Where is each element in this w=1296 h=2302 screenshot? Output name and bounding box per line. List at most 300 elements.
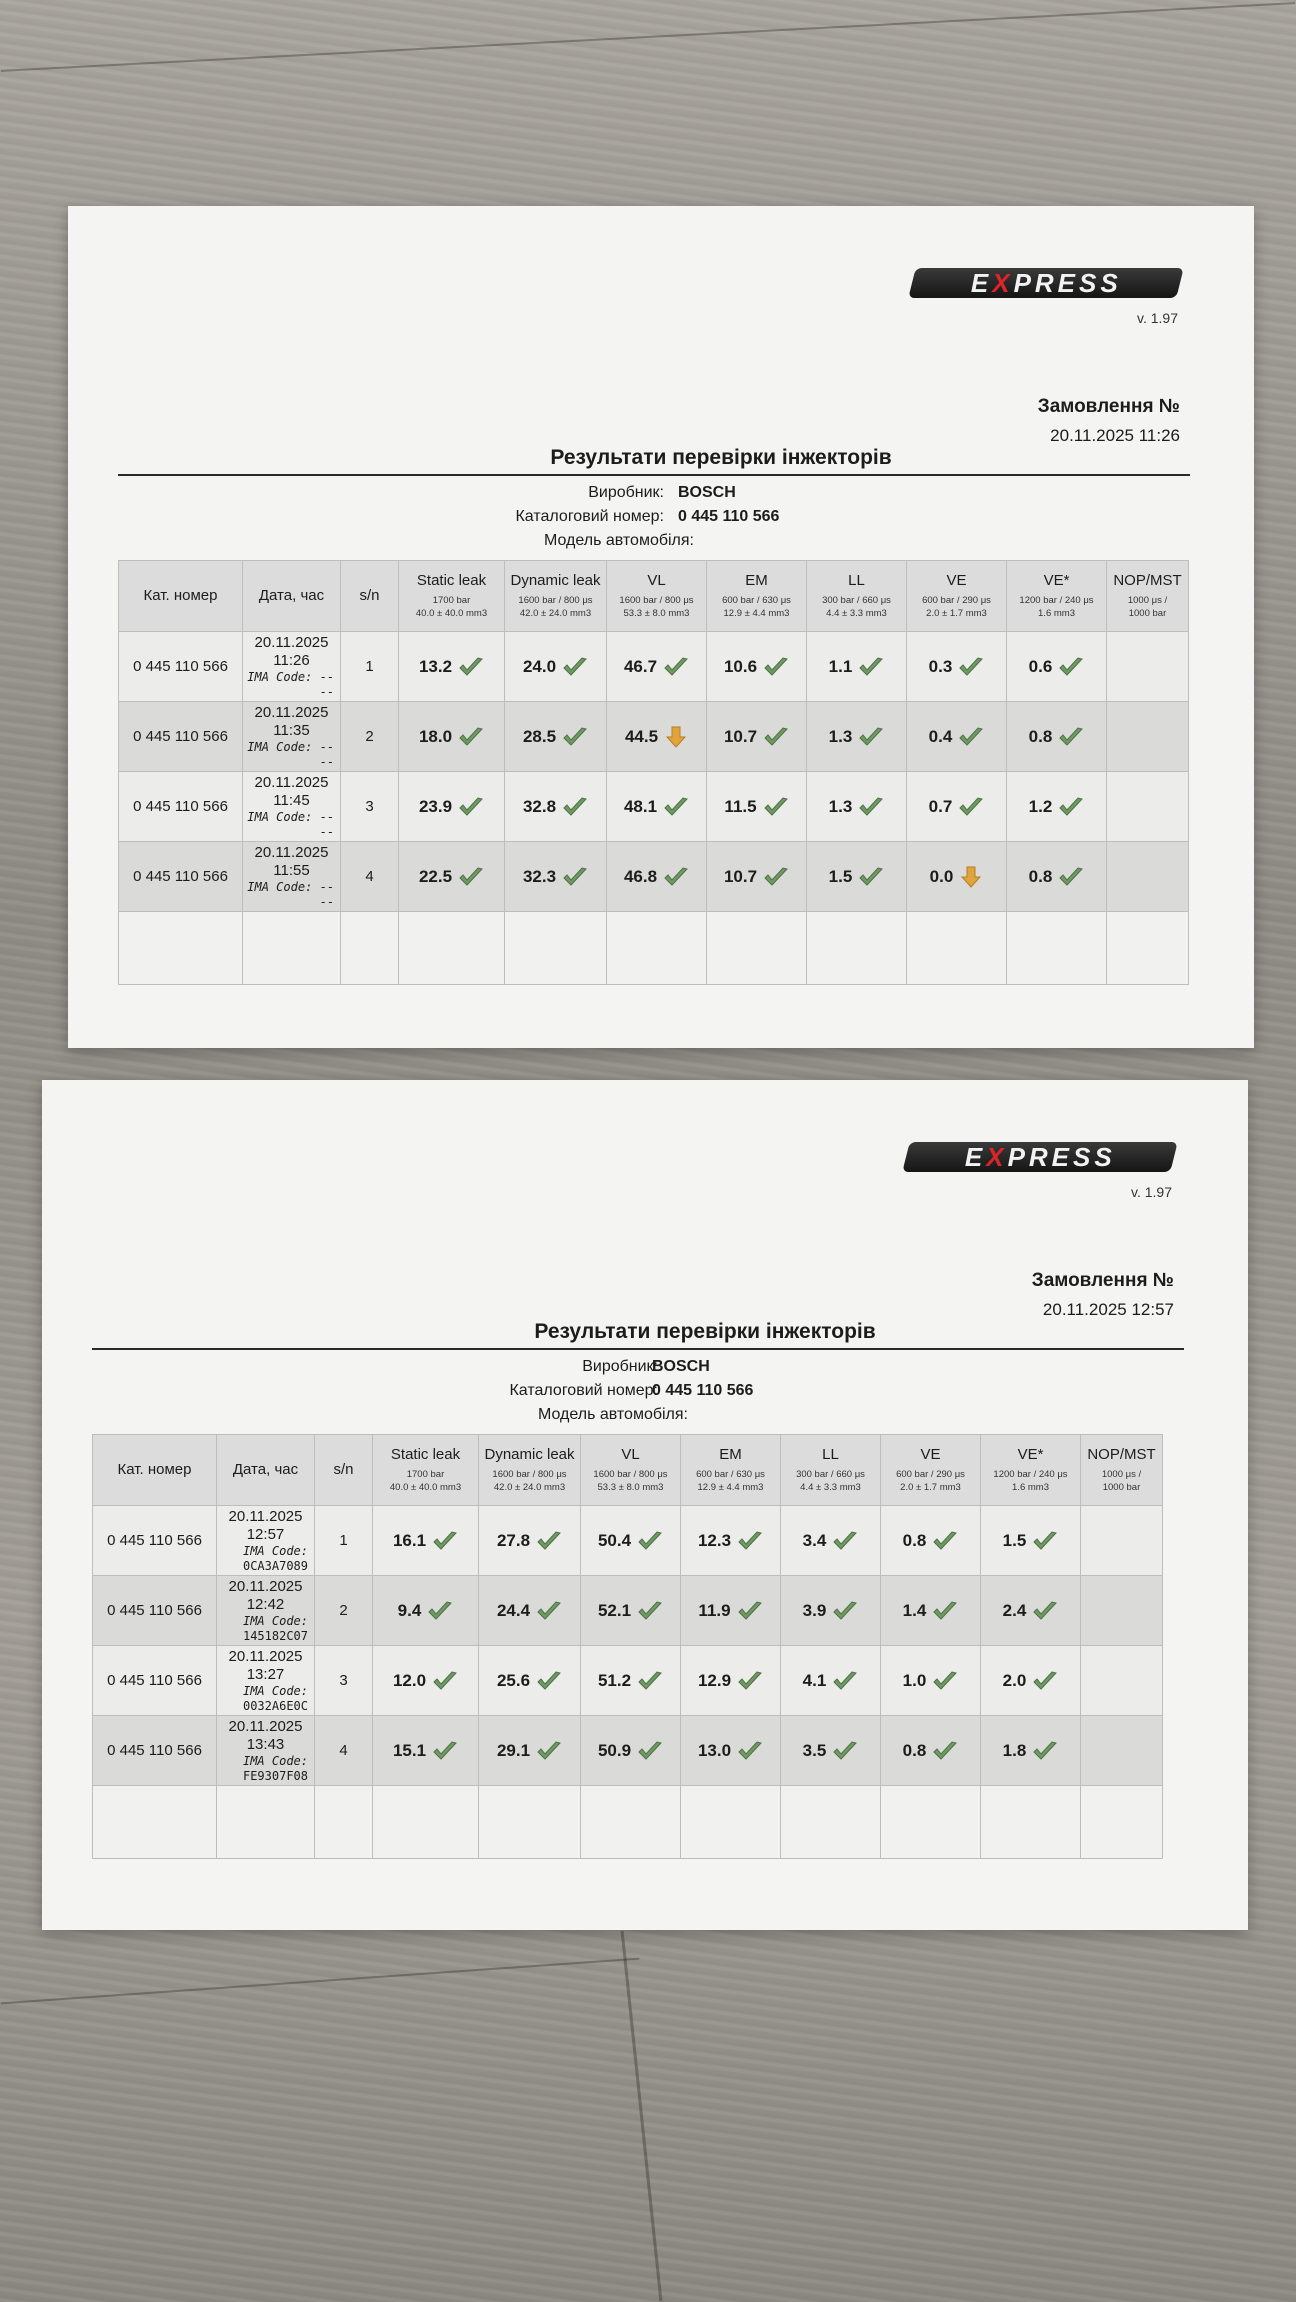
measurement-value: 25.6 <box>496 1670 531 1690</box>
results-table <box>118 560 1189 985</box>
test-time: 11:35 <box>273 722 310 740</box>
catalog-label: Каталоговий номер: <box>515 508 664 525</box>
measurement-cell <box>399 772 505 842</box>
measurement-cell <box>707 772 807 842</box>
measurement-cell <box>681 1576 781 1646</box>
column-header-spec: 1000 bar <box>1102 1481 1141 1493</box>
measurement-value: 51.2 <box>597 1670 632 1690</box>
test-time: 12:57 <box>246 1526 285 1544</box>
ima-code-label: IMA Code: <box>247 740 313 755</box>
test-date: 20.11.2025 <box>228 1718 303 1736</box>
check-icon <box>958 656 984 678</box>
catalog-number-cell: 0 445 110 566 <box>119 842 243 912</box>
check-icon <box>536 1530 562 1552</box>
check-icon <box>832 1530 858 1552</box>
date-time-cell <box>243 842 341 912</box>
column-header-name: VE <box>920 1446 941 1464</box>
empty-cell <box>881 1786 981 1859</box>
ima-code-label: IMA Code: <box>247 880 313 895</box>
ima-code-value: ---- <box>319 810 334 839</box>
table-row <box>93 1646 1163 1716</box>
empty-cell <box>781 1786 881 1859</box>
express-logo: EXPRESS <box>908 268 1183 298</box>
measurement-value: 46.8 <box>623 866 658 886</box>
results-table <box>92 1434 1163 1859</box>
catalog-value: 0 445 110 566 <box>652 1382 754 1399</box>
empty-cell <box>681 1786 781 1859</box>
empty-cell <box>1081 1786 1163 1859</box>
column-header <box>581 1435 681 1506</box>
measurement-value: 0.0 <box>929 866 954 886</box>
check-icon <box>1032 1600 1058 1622</box>
ima-code <box>217 1684 314 1713</box>
report-title: Результати перевірки інжекторів <box>550 446 892 469</box>
measurement-cell <box>581 1506 681 1576</box>
column-header-spec: 1600 bar / 800 μs <box>492 1469 567 1480</box>
report-title: Результати перевірки інжекторів <box>534 1320 876 1343</box>
measurement-cell <box>1007 702 1107 772</box>
test-time: 11:45 <box>273 792 310 810</box>
measurement-value: 0.6 <box>1028 656 1053 676</box>
check-icon <box>832 1600 858 1622</box>
empty-cell <box>607 912 707 985</box>
check-icon <box>458 796 484 818</box>
check-icon <box>832 1670 858 1692</box>
column-header-spec: 40.0 ± 40.0 mm3 <box>415 607 488 619</box>
column-header-spec: 2.0 ± 1.7 mm3 <box>926 607 987 619</box>
check-icon <box>958 726 984 748</box>
test-time: 11:55 <box>273 862 310 880</box>
serial-number-cell: 4 <box>341 842 399 912</box>
measurement-value: 11.5 <box>724 796 757 816</box>
measurement-value: 13.2 <box>418 656 453 676</box>
column-header-spec: 42.0 ± 24.0 mm3 <box>493 1481 566 1493</box>
table-row <box>93 1716 1163 1786</box>
ima-code-label: IMA Code: <box>242 1544 308 1559</box>
ima-code <box>217 1754 314 1783</box>
column-header-name: Дата, час <box>232 1460 299 1478</box>
test-date: 20.11.2025 <box>228 1578 303 1596</box>
column-header-spec: 40.0 ± 40.0 mm3 <box>389 1481 462 1493</box>
column-header <box>217 1435 315 1506</box>
column-header <box>341 561 399 632</box>
manufacturer-value: BOSCH <box>652 1358 710 1375</box>
ima-code-value: FE9307F08 <box>242 1768 308 1783</box>
measurement-value: 10.7 <box>723 866 758 886</box>
catalog-value: 0 445 110 566 <box>678 508 780 525</box>
date-time-cell <box>217 1506 315 1576</box>
table-row <box>93 1576 1163 1646</box>
column-header-spec: 1600 bar / 800 μs <box>619 595 694 606</box>
measurement-cell <box>881 1716 981 1786</box>
check-icon <box>763 726 789 748</box>
measurement-value: 2.4 <box>1002 1600 1027 1620</box>
column-header-spec: 600 bar / 630 μs <box>696 1469 765 1480</box>
test-time: 13:43 <box>246 1736 285 1754</box>
check-icon <box>763 656 789 678</box>
date-time-cell <box>243 632 341 702</box>
measurement-value: 12.3 <box>697 1530 732 1550</box>
measurement-value: 48.1 <box>623 796 658 816</box>
report-datetime: 20.11.2025 12:57 <box>1042 1300 1174 1319</box>
column-header-name: VL <box>621 1446 640 1464</box>
measurement-cell <box>981 1576 1081 1646</box>
measurement-cell <box>907 772 1007 842</box>
check-icon <box>1032 1530 1058 1552</box>
column-header-spec: 300 bar / 660 μs <box>822 595 891 606</box>
check-icon <box>458 656 484 678</box>
column-header-spec: 53.3 ± 8.0 mm3 <box>623 607 690 619</box>
measurement-value: 0.3 <box>928 656 953 676</box>
measurement-cell <box>373 1716 479 1786</box>
measurement-cell <box>505 632 607 702</box>
check-icon <box>1058 726 1084 748</box>
measurement-cell <box>681 1646 781 1716</box>
serial-number-cell: 3 <box>315 1646 373 1716</box>
ima-code-value: 0CA3A7089 <box>242 1558 308 1573</box>
column-header-name: Кат. номер <box>143 586 218 604</box>
version-label: v. 1.97 <box>1137 310 1178 326</box>
report-datetime: 20.11.2025 11:26 <box>1050 426 1180 445</box>
arrow-down-icon <box>959 865 983 889</box>
column-header <box>399 561 505 632</box>
column-header-spec: 1200 bar / 240 μs <box>1019 595 1094 606</box>
measurement-cell <box>907 702 1007 772</box>
ima-code-value: ---- <box>319 670 334 699</box>
check-icon <box>737 1740 763 1762</box>
empty-cell <box>399 912 505 985</box>
measurement-cell <box>1007 772 1107 842</box>
column-header <box>807 561 907 632</box>
empty-cell <box>479 1786 581 1859</box>
column-header <box>1007 561 1107 632</box>
catalog-number-cell: 0 445 110 566 <box>119 632 243 702</box>
column-header <box>1081 1435 1163 1506</box>
check-icon <box>663 656 689 678</box>
ima-code <box>217 1614 314 1643</box>
measurement-cell <box>881 1506 981 1576</box>
check-icon <box>458 726 484 748</box>
ima-code <box>243 740 340 769</box>
check-icon <box>562 866 588 888</box>
column-header <box>243 561 341 632</box>
empty-cell <box>1007 912 1107 985</box>
measurement-cell <box>707 842 807 912</box>
measurement-cell <box>781 1716 881 1786</box>
check-icon <box>1058 796 1084 818</box>
ima-code-label: IMA Code: <box>247 670 313 685</box>
ima-code-value: 0032A6E0C <box>242 1698 308 1713</box>
column-header-name: VL <box>647 572 666 590</box>
empty-cell <box>373 1786 479 1859</box>
measurement-value: 11.9 <box>698 1600 731 1620</box>
check-icon <box>763 796 789 818</box>
measurement-cell <box>505 702 607 772</box>
test-date: 20.11.2025 <box>254 844 329 862</box>
empty-cell <box>505 912 607 985</box>
measurement-cell <box>981 1506 1081 1576</box>
column-header <box>315 1435 373 1506</box>
column-header-spec: 1000 bar <box>1128 607 1167 619</box>
column-header-name: Static leak <box>390 1446 461 1464</box>
measurement-cell <box>807 842 907 912</box>
measurement-value: 1.3 <box>828 796 853 816</box>
check-icon <box>562 656 588 678</box>
measurement-value: 3.5 <box>802 1740 827 1760</box>
column-header-spec: 600 bar / 290 μs <box>922 595 991 606</box>
measurement-value: 27.8 <box>496 1530 531 1550</box>
column-header-spec: 1700 bar <box>406 1469 445 1480</box>
empty-cell <box>581 1786 681 1859</box>
measurement-cell <box>399 842 505 912</box>
column-header <box>93 1435 217 1506</box>
manufacturer-value: BOSCH <box>678 484 736 501</box>
nop-mst-cell <box>1107 772 1189 842</box>
check-icon <box>737 1600 763 1622</box>
serial-number-cell: 1 <box>315 1506 373 1576</box>
ima-code-label: IMA Code: <box>242 1614 308 1629</box>
column-header-spec: 600 bar / 630 μs <box>722 595 791 606</box>
ima-code-value: ---- <box>319 880 334 909</box>
catalog-number-cell: 0 445 110 566 <box>93 1646 217 1716</box>
test-date: 20.11.2025 <box>254 774 329 792</box>
column-header-spec: 1.6 mm3 <box>1038 607 1075 619</box>
car-model-label: Модель автомобіля: <box>537 1406 688 1423</box>
column-header-name: VE* <box>1017 1446 1044 1464</box>
table-row <box>119 632 1189 702</box>
check-icon <box>1032 1670 1058 1692</box>
measurement-value: 44.5 <box>624 726 659 746</box>
title-rule <box>118 474 1190 476</box>
ima-code-value: ---- <box>319 740 334 769</box>
measurement-value: 0.8 <box>902 1530 927 1550</box>
measurement-value: 24.0 <box>522 656 557 676</box>
serial-number-cell: 2 <box>315 1576 373 1646</box>
column-header-name: Дата, час <box>258 586 325 604</box>
measurement-cell <box>807 702 907 772</box>
measurement-value: 15.1 <box>392 1740 427 1760</box>
order-label: Замовлення № <box>1031 1270 1174 1291</box>
ima-code-value: 145182C07 <box>242 1628 308 1643</box>
check-icon <box>663 796 689 818</box>
nop-mst-cell <box>1107 842 1189 912</box>
column-header-spec: 12.9 ± 4.4 mm3 <box>697 1481 764 1493</box>
column-header <box>479 1435 581 1506</box>
measurement-cell <box>479 1716 581 1786</box>
check-icon <box>1058 656 1084 678</box>
column-header <box>981 1435 1081 1506</box>
column-header-spec: 1700 bar <box>432 595 471 606</box>
date-time-cell <box>217 1716 315 1786</box>
column-header-name: LL <box>822 1446 839 1464</box>
date-time-cell <box>217 1646 315 1716</box>
test-date: 20.11.2025 <box>254 634 329 652</box>
test-time: 11:26 <box>273 652 310 670</box>
column-header-spec: 1000 μs / <box>1127 595 1168 606</box>
measurement-value: 50.9 <box>597 1740 632 1760</box>
measurement-value: 1.5 <box>1002 1530 1027 1550</box>
date-time-cell <box>243 772 341 842</box>
report-meta <box>42 1358 1248 1430</box>
measurement-value: 24.4 <box>496 1600 531 1620</box>
table-row <box>93 1506 1163 1576</box>
order-label: Замовлення № <box>1037 396 1180 417</box>
nop-mst-cell <box>1107 632 1189 702</box>
check-icon <box>932 1740 958 1762</box>
measurement-cell <box>399 702 505 772</box>
check-icon <box>737 1670 763 1692</box>
column-header <box>881 1435 981 1506</box>
catalog-label: Каталоговий номер: <box>509 1382 658 1399</box>
ima-code <box>217 1544 314 1573</box>
measurement-value: 1.5 <box>828 866 853 886</box>
measurement-cell <box>581 1716 681 1786</box>
measurement-cell <box>981 1646 1081 1716</box>
measurement-value: 32.3 <box>522 866 557 886</box>
report-sheet <box>68 206 1254 1048</box>
check-icon <box>1032 1740 1058 1762</box>
column-header-name: Кат. номер <box>117 1460 192 1478</box>
measurement-cell <box>399 632 505 702</box>
test-date: 20.11.2025 <box>228 1508 303 1526</box>
check-icon <box>458 866 484 888</box>
column-header-name: LL <box>848 572 865 590</box>
serial-number-cell: 2 <box>341 702 399 772</box>
measurement-value: 3.4 <box>802 1530 827 1550</box>
measurement-cell <box>479 1576 581 1646</box>
column-header <box>1107 561 1189 632</box>
measurement-value: 0.8 <box>902 1740 927 1760</box>
check-icon <box>858 796 884 818</box>
measurement-value: 12.0 <box>392 1670 427 1690</box>
measurement-value: 9.4 <box>397 1600 422 1620</box>
ima-code-label: IMA Code: <box>242 1684 308 1699</box>
measurement-value: 2.0 <box>1002 1670 1027 1690</box>
column-header-name: s/n <box>333 1460 354 1478</box>
check-icon <box>562 726 588 748</box>
measurement-cell <box>479 1646 581 1716</box>
check-icon <box>432 1670 458 1692</box>
empty-cell <box>93 1786 217 1859</box>
express-logo: EXPRESS <box>902 1142 1177 1172</box>
check-icon <box>858 866 884 888</box>
manufacturer-label: Виробник: <box>582 1358 658 1375</box>
column-header-name: Static leak <box>416 572 487 590</box>
column-header-name: Dynamic leak <box>510 572 601 590</box>
measurement-value: 13.0 <box>697 1740 732 1760</box>
serial-number-cell: 3 <box>341 772 399 842</box>
check-icon <box>432 1530 458 1552</box>
measurement-value: 1.3 <box>828 726 853 746</box>
test-date: 20.11.2025 <box>228 1648 303 1666</box>
measurement-cell <box>907 632 1007 702</box>
table-row <box>119 842 1189 912</box>
measurement-cell <box>373 1506 479 1576</box>
column-header-spec: 1.6 mm3 <box>1012 1481 1049 1493</box>
date-time-cell <box>217 1576 315 1646</box>
column-header <box>607 561 707 632</box>
measurement-cell <box>373 1576 479 1646</box>
measurement-value: 0.4 <box>928 726 953 746</box>
column-header <box>681 1435 781 1506</box>
measurement-cell <box>581 1576 681 1646</box>
ima-code <box>243 880 340 909</box>
measurement-value: 1.8 <box>1002 1740 1027 1760</box>
column-header-spec: 4.4 ± 3.3 mm3 <box>826 607 887 619</box>
column-header <box>505 561 607 632</box>
column-header-name: VE* <box>1043 572 1070 590</box>
measurement-cell <box>607 702 707 772</box>
check-icon <box>427 1600 453 1622</box>
column-header <box>119 561 243 632</box>
floor-seam <box>621 1931 663 2301</box>
empty-cell <box>217 1786 315 1859</box>
measurement-value: 10.6 <box>723 656 758 676</box>
column-header <box>373 1435 479 1506</box>
catalog-number-cell: 0 445 110 566 <box>119 702 243 772</box>
check-icon <box>536 1740 562 1762</box>
measurement-value: 0.7 <box>928 796 953 816</box>
check-icon <box>637 1670 663 1692</box>
measurement-cell <box>981 1716 1081 1786</box>
measurement-cell <box>607 842 707 912</box>
measurement-cell <box>1007 842 1107 912</box>
table-row <box>119 772 1189 842</box>
nop-mst-cell <box>1081 1506 1163 1576</box>
column-header <box>907 561 1007 632</box>
measurement-value: 12.9 <box>697 1670 732 1690</box>
empty-cell <box>707 912 807 985</box>
measurement-cell <box>681 1506 781 1576</box>
ima-code <box>243 810 340 839</box>
empty-cell <box>907 912 1007 985</box>
floor-seam <box>1 2 1295 72</box>
measurement-cell <box>781 1506 881 1576</box>
empty-row <box>119 912 1189 985</box>
measurement-value: 0.8 <box>1028 866 1053 886</box>
measurement-value: 32.8 <box>522 796 557 816</box>
measurement-value: 29.1 <box>496 1740 531 1760</box>
measurement-cell <box>681 1716 781 1786</box>
column-header-spec: 1200 bar / 240 μs <box>993 1469 1068 1480</box>
measurement-value: 1.1 <box>828 656 853 676</box>
measurement-cell <box>781 1646 881 1716</box>
empty-cell <box>807 912 907 985</box>
measurement-value: 1.4 <box>902 1600 927 1620</box>
column-header-spec: 1000 μs / <box>1101 1469 1142 1480</box>
column-header-spec: 53.3 ± 8.0 mm3 <box>597 1481 664 1493</box>
serial-number-cell: 4 <box>315 1716 373 1786</box>
check-icon <box>858 656 884 678</box>
measurement-cell <box>581 1646 681 1716</box>
empty-cell <box>243 912 341 985</box>
nop-mst-cell <box>1081 1576 1163 1646</box>
check-icon <box>637 1600 663 1622</box>
serial-number-cell: 1 <box>341 632 399 702</box>
measurement-cell <box>607 632 707 702</box>
report-sheet <box>42 1080 1248 1930</box>
column-header-spec: 42.0 ± 24.0 mm3 <box>519 607 592 619</box>
check-icon <box>737 1530 763 1552</box>
measurement-value: 4.1 <box>802 1670 827 1690</box>
table-row <box>119 702 1189 772</box>
column-header-spec: 12.9 ± 4.4 mm3 <box>723 607 790 619</box>
check-icon <box>562 796 588 818</box>
empty-cell <box>1107 912 1189 985</box>
check-icon <box>536 1670 562 1692</box>
check-icon <box>1058 866 1084 888</box>
title-rule <box>92 1348 1184 1350</box>
